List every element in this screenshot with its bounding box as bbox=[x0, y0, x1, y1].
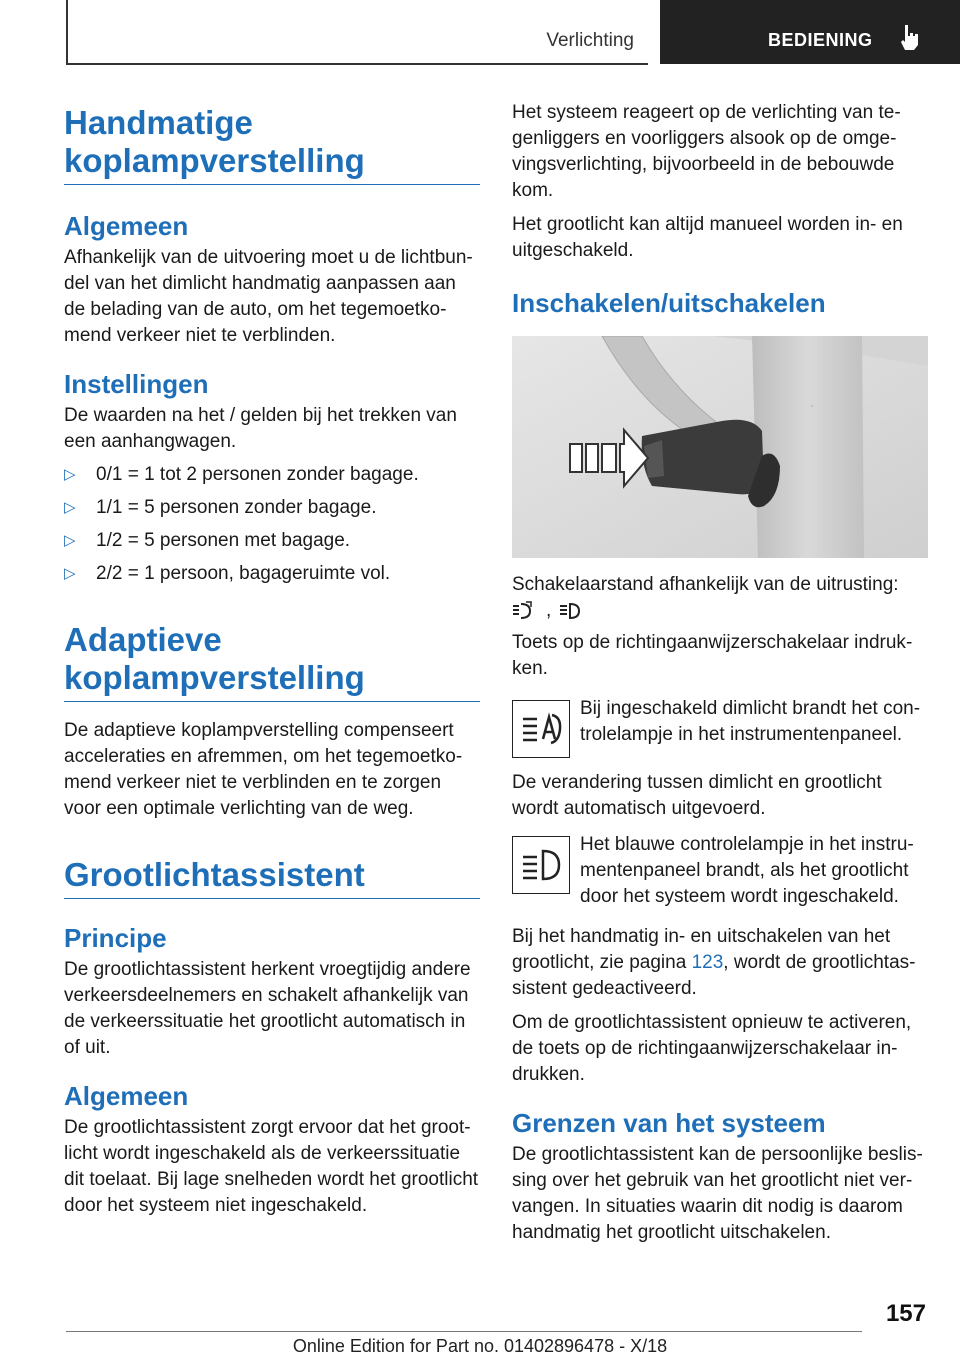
text-manual: Bij het handmatig in- en uitschakelen van het grootlicht, zie pagina 123, wordt de grootlichtassistent gedeactiveerd. bbox=[512, 926, 916, 999]
switch-icons-row bbox=[512, 598, 930, 624]
heading-system-limits: Grenzen van het systeem bbox=[512, 1108, 826, 1138]
heading-adaptive-headlight: Adaptieve koplampverstelling bbox=[64, 621, 480, 702]
heading-high-beam-assistant: Grootlichtassistent bbox=[64, 856, 480, 899]
text-change: De verandering tussen dimlicht en grootlicht wordt automatisch uitgevoerd. bbox=[512, 772, 882, 819]
heading-general-2: Algemeen bbox=[64, 1081, 189, 1111]
text-system-limits: De grootlichtassistent kan de persoonlijke beslissing over het gebruik van het grootlicht niet vervangen. In situaties waarin dit nodig is daarom handmatig het grootlicht uitschakelen. bbox=[512, 1144, 923, 1243]
high-beam-small-icon bbox=[559, 601, 583, 621]
indicator-info-auto bbox=[512, 696, 930, 758]
text-info-auto: Bij ingeschakeld dimlicht brandt het controlelampje in het instrumentenpaneel. bbox=[580, 698, 921, 745]
heading-principle: Principe bbox=[64, 923, 167, 953]
list-item: ▷ 1/2 = 5 personen met bagage. bbox=[64, 528, 482, 554]
heading-general: Algemeen bbox=[64, 211, 189, 241]
triangle-bullet-icon: ▷ bbox=[64, 466, 76, 483]
triangle-bullet-icon: ▷ bbox=[64, 532, 76, 549]
footer-edition: Online Edition for Part no. 01402896478 - X/18 bbox=[292, 1336, 668, 1356]
text-switch-position: Schakelaarstand afhankelijk van de uitrusting: bbox=[512, 574, 899, 595]
header-chapter-label: BEDIENING bbox=[768, 29, 873, 50]
text-intro-2: Het grootlicht kan altijd manueel worden in- en uitgeschakeld. bbox=[512, 214, 903, 261]
high-beam-assistant-indicator-icon bbox=[512, 700, 570, 758]
right-column bbox=[512, 100, 930, 1246]
triangle-bullet-icon: ▷ bbox=[64, 565, 76, 582]
header-bottom-rule bbox=[66, 63, 648, 65]
header-chapter-tab[interactable] bbox=[660, 0, 960, 64]
text-principle: De grootlichtassistent herkent vroegtijdig andere verkeersdeelnemers en schakelt afhankelijk van de verkeerssituatie het grootlicht automatisch in of uit. bbox=[64, 959, 471, 1058]
footer-rule bbox=[66, 1331, 862, 1332]
text-press-button: Toets op de richtingaanwijzerschakelaar indrukken. bbox=[512, 632, 913, 679]
switch-separator: , bbox=[546, 600, 552, 621]
settings-list bbox=[64, 462, 482, 587]
header-section-title: Verlichting bbox=[546, 30, 634, 51]
text-settings: De waarden na het / gelden bij het trekken van een aanhangwagen. bbox=[64, 405, 457, 452]
text-intro-1: Het systeem reageert op de verlichting van tegenliggers en voorliggers alsook op de omgevingsverlichting, bijvoorbeeld in de bebouwde kom. bbox=[512, 102, 901, 201]
text-info-high-beam: Het blauwe controlelampje in het instrumentenpaneel brandt, als het grootlicht door het systeem wordt ingeschakeld. bbox=[580, 834, 914, 907]
turn-signal-lever-photo bbox=[512, 336, 928, 558]
heading-on-off: Inschakelen/uitschakelen bbox=[512, 288, 826, 318]
indicator-info-high-beam bbox=[512, 832, 930, 910]
page-link-123[interactable]: 123 bbox=[691, 952, 724, 973]
list-item: ▷ 1/1 = 5 personen zonder bagage. bbox=[64, 495, 482, 521]
triangle-bullet-icon: ▷ bbox=[64, 499, 76, 516]
text-reactivate: Om de grootlichtassistent opnieuw te activeren, de toets op de richtingaanwijzerschakelaar indrukken. bbox=[512, 1012, 912, 1085]
page-number: 157 bbox=[885, 1300, 926, 1327]
heading-manual-headlight-adjust: Handmatige koplampverstelling bbox=[64, 104, 480, 185]
high-beam-indicator-icon bbox=[512, 836, 570, 894]
high-beam-assistant-small-icon bbox=[512, 601, 534, 621]
text-general-2: De grootlichtassistent zorgt ervoor dat het grootlicht wordt ingeschakeld als de verkeerssituatie dit toelaat. Bij lage snelheden wordt het grootlicht door het systeem niet ingeschakeld. bbox=[64, 1117, 479, 1216]
header-left-rule bbox=[66, 0, 68, 64]
hand-pointer-icon bbox=[894, 22, 924, 52]
list-item: ▷ 2/2 = 1 persoon, bagageruimte vol. bbox=[64, 561, 482, 587]
heading-settings: Instellingen bbox=[64, 369, 209, 399]
text-general: Afhankelijk van de uitvoering moet u de lichtbundel van het dimlicht handmatig aanpassen aan de belading van de auto, om het tegemoetkomend verkeer niet te verblinden. bbox=[64, 247, 473, 346]
text-adaptive: De adaptieve koplampverstelling compenseert acceleraties en afremmen, om het tegemoetkomend verkeer niet te verblinden en te zorgen voor een optimale verlichting van de weg. bbox=[64, 720, 463, 819]
lever-illustration bbox=[512, 336, 928, 558]
left-column bbox=[64, 104, 482, 1219]
list-item: ▷ 0/1 = 1 tot 2 personen zonder bagage. bbox=[64, 462, 482, 488]
